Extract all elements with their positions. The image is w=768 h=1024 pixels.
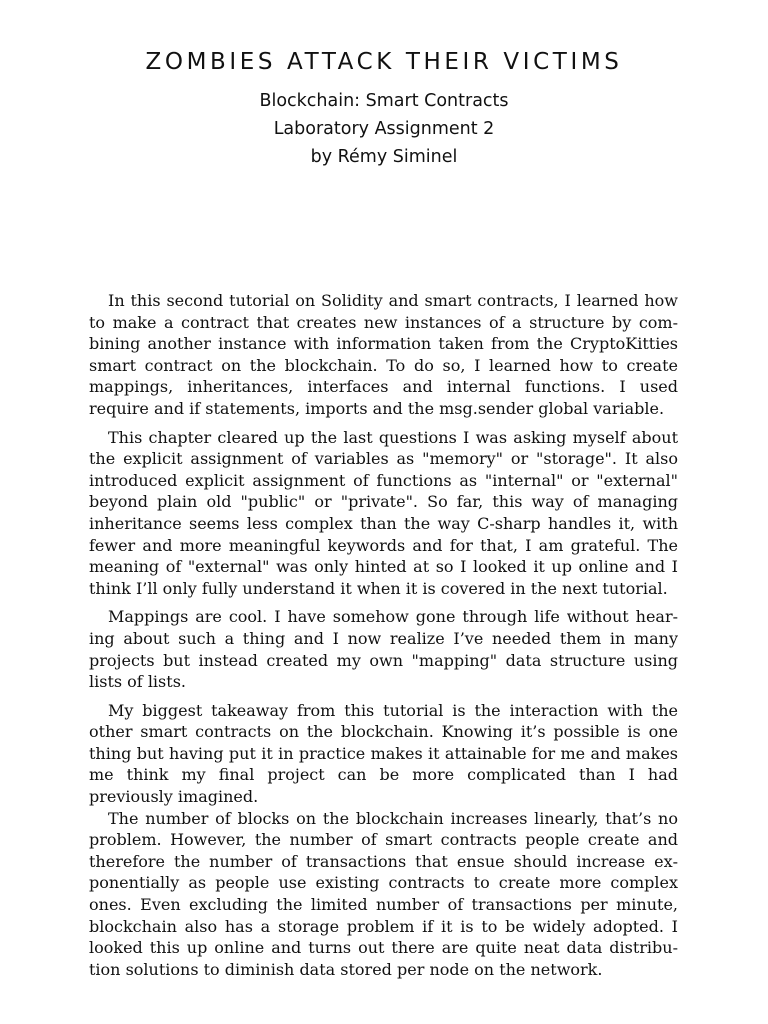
paragraph: The number of blocks on the blockchain increases linearly, that’s no problem. However, the number of smart contracts people create and therefore the number of transactions that ensue should increase exponentially as people use existing contracts to create more complex ones. Even excluding the limited number of transactions per minute, blockchain also has a storage problem if it is to be widely adopted. I looked this up online and turns out there are quite neat data distribution solutions to diminish data stored per node on the network. (89, 808, 678, 979)
course-subtitle: Blockchain: Smart Contracts (259, 91, 509, 111)
document-body (89, 290, 678, 987)
assignment-subtitle: Laboratory Assignment 2 (273, 119, 495, 139)
paragraph: This chapter cleared up the last questions I was asking myself about the explicit assignment of variables as "memory" or "storage". It also introduced explicit assignment of functions as "internal" or "external" beyond plain old "public" or "private". So far, this way of managing inheritance seems less complex than the way C-sharp handles it, with fewer and more meaningful keywords and for that, I am grateful. The meaning of "external" was only hinted at so I looked it up online and I think I’ll only fully understand it when it is covered in the next tutorial. (89, 427, 678, 598)
document-title: ZOMBIES ATTACK THEIR VICTIMS (145, 49, 623, 75)
paragraph: In this second tutorial on Solidity and smart contracts, I learned how to make a contract that creates new instances of a structure by combining another instance with information taken from the CryptoKitties smart contract on the blockchain. To do so, I learned how to create mappings, inheritances, interfaces and internal functions. I used require and if statements, imports and the msg.sender global variable. (89, 291, 678, 418)
paragraph: My biggest takeaway from this tutorial is the interaction with the other smart contracts on the blockchain. Knowing it’s possible is one thing but having put it in practice makes it attainable for me and makes me think my final project can be more complicated than I had previously imagined. (89, 700, 678, 807)
paragraph: Mappings are cool. I have somehow gone through life without hearing about such a thing and I now realize I’ve needed them in many projects but instead created my own "mapping" data structure using lists of lists. (89, 607, 678, 692)
author-line: by Rémy Siminel (310, 147, 458, 167)
